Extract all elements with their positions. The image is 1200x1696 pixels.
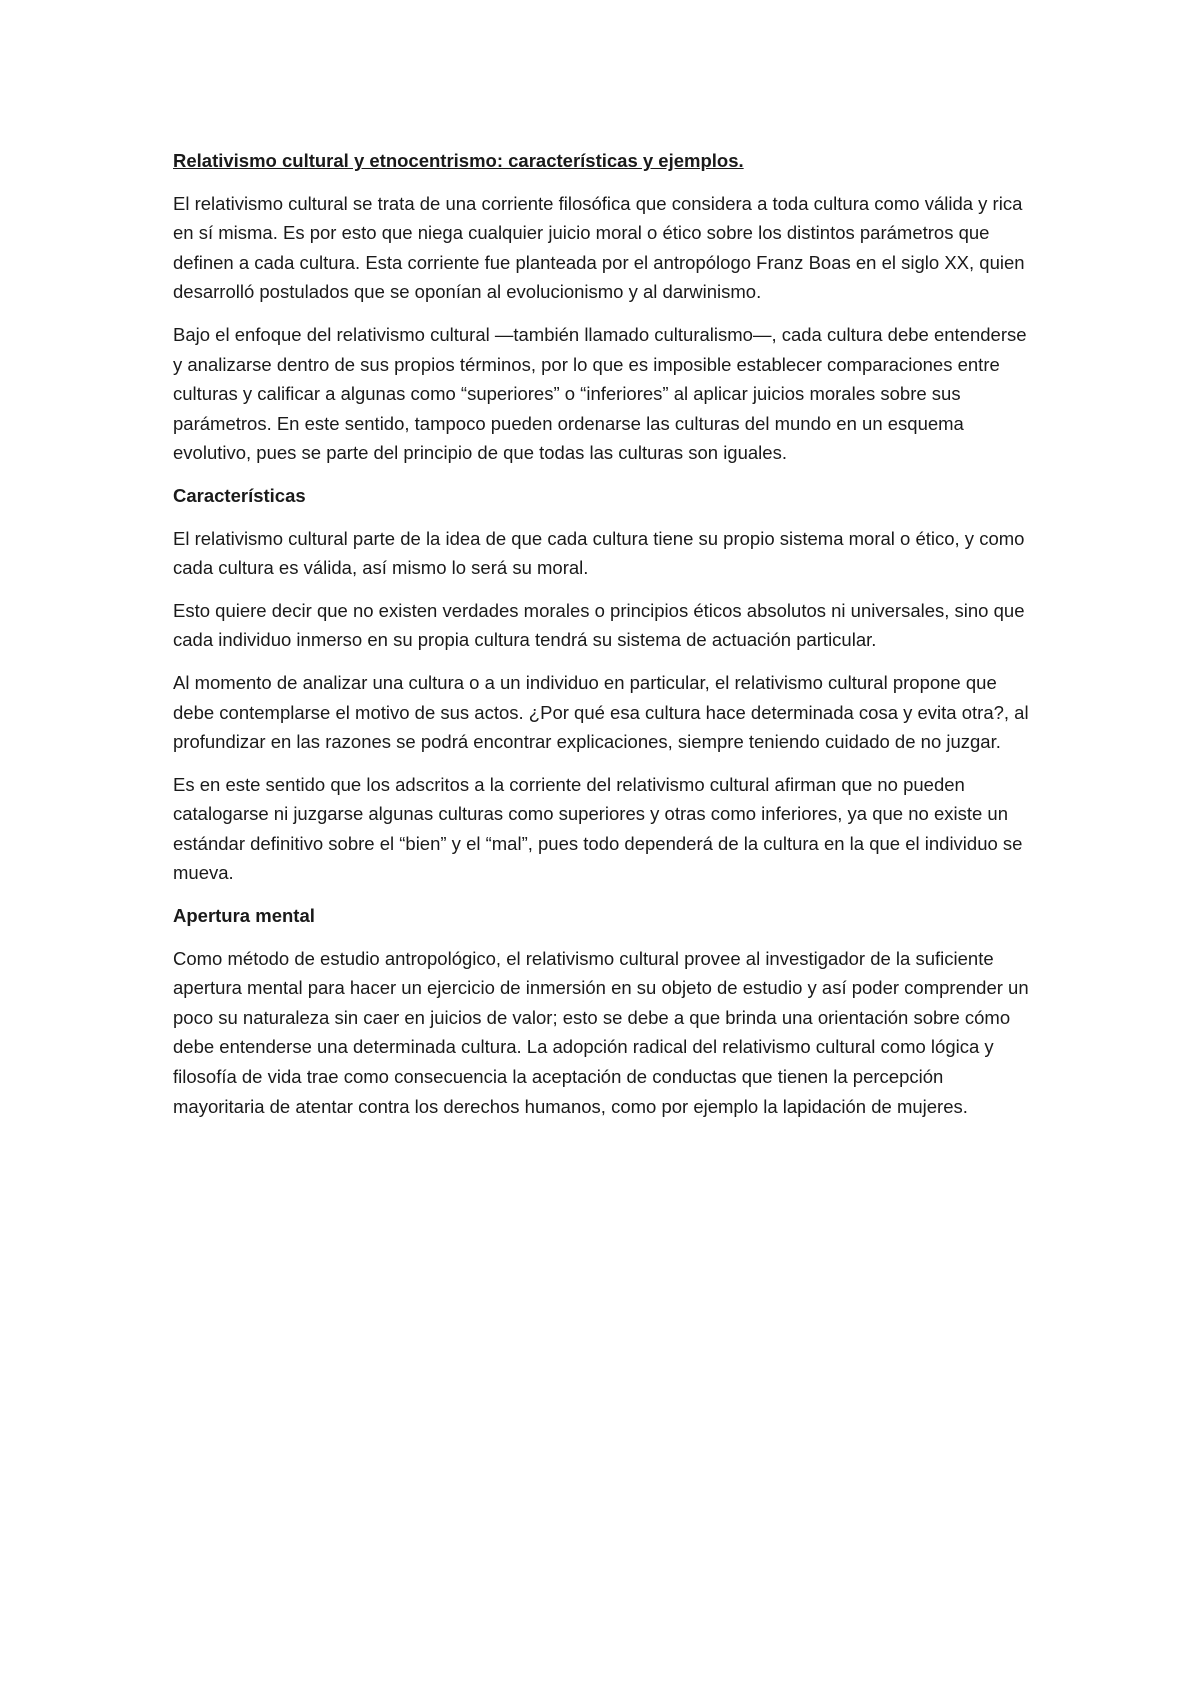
caracteristicas-paragraph-1: El relativismo cultural parte de la idea de que cada cultura tiene su propio sistema moral o ético, y como cada cultura es válida, así mismo lo será su moral. <box>173 527 1025 579</box>
apertura-paragraph-1: Como método de estudio antropológico, el relativismo cultural provee al investigador de la suficiente apertura mental para hacer un ejercicio de inmersión en su objeto de estudio y así poder comprender un poco su naturaleza sin caer en juicios de valor; esto se debe a que brinda una orientación sobre cómo debe entenderse una determinada cultura. La adopción radical del relativismo cultural como lógica y filosofía de vida trae como consecuencia la aceptación de conductas que tienen la percepción mayoritaria de atentar contra los derechos humanos, como por ejemplo la lapidación de mujeres. <box>173 947 1029 1117</box>
caracteristicas-paragraph-4: Es en este sentido que los adscritos a la corriente del relativismo cultural afirman que no pueden catalogarse ni juzgarse algunas culturas como superiores y otras como inferiores, ya que no existe un estándar definitivo sobre el “bien” y el “mal”, pues todo dependerá de la cultura en la que el individuo se mueva. <box>173 773 1023 884</box>
caracteristicas-paragraph-3: Al momento de analizar una cultura o a un individuo en particular, el relativismo cultural propone que debe contemplarse el motivo de sus actos. ¿Por qué esa cultura hace determinada cosa y evita otra?, al profundizar en las razones se podrá encontrar explicaciones, siempre teniendo cuidado de no juzgar. <box>173 671 1029 753</box>
section-heading-apertura-mental: Apertura mental <box>173 905 315 927</box>
document-title: Relativismo cultural y etnocentrismo: características y ejemplos. <box>173 150 744 171</box>
caracteristicas-paragraph-2: Esto quiere decir que no existen verdades morales o principios éticos absolutos ni universales, sino que cada individuo inmerso en su propia cultura tendrá su sistema de actuación particular. <box>173 599 1025 651</box>
section-heading-caracteristicas: Características <box>173 484 306 506</box>
intro-paragraph-2: Bajo el enfoque del relativismo cultural —también llamado culturalismo—, cada cultura debe entenderse y analizarse dentro de sus propios términos, por lo que es imposible establecer comparaciones entre culturas y calificar a algunas como “superiores” o “inferiores” al aplicar juicios morales sobre sus parámetros. En este sentido, tampoco pueden ordenarse las culturas del mundo en un esquema evolutivo, pues se parte del principio de que todas las culturas son iguales. <box>173 323 1027 464</box>
intro-paragraph-1: El relativismo cultural se trata de una corriente filosófica que considera a toda cultura como válida y rica en sí misma. Es por esto que niega cualquier juicio moral o ético sobre los distintos parámetros que definen a cada cultura. Esta corriente fue planteada por el antropólogo Franz Boas en el siglo XX, quien desarrolló postulados que se oponían al evolucionismo y al darwinismo. <box>173 192 1025 303</box>
document-body <box>173 146 1033 1134</box>
